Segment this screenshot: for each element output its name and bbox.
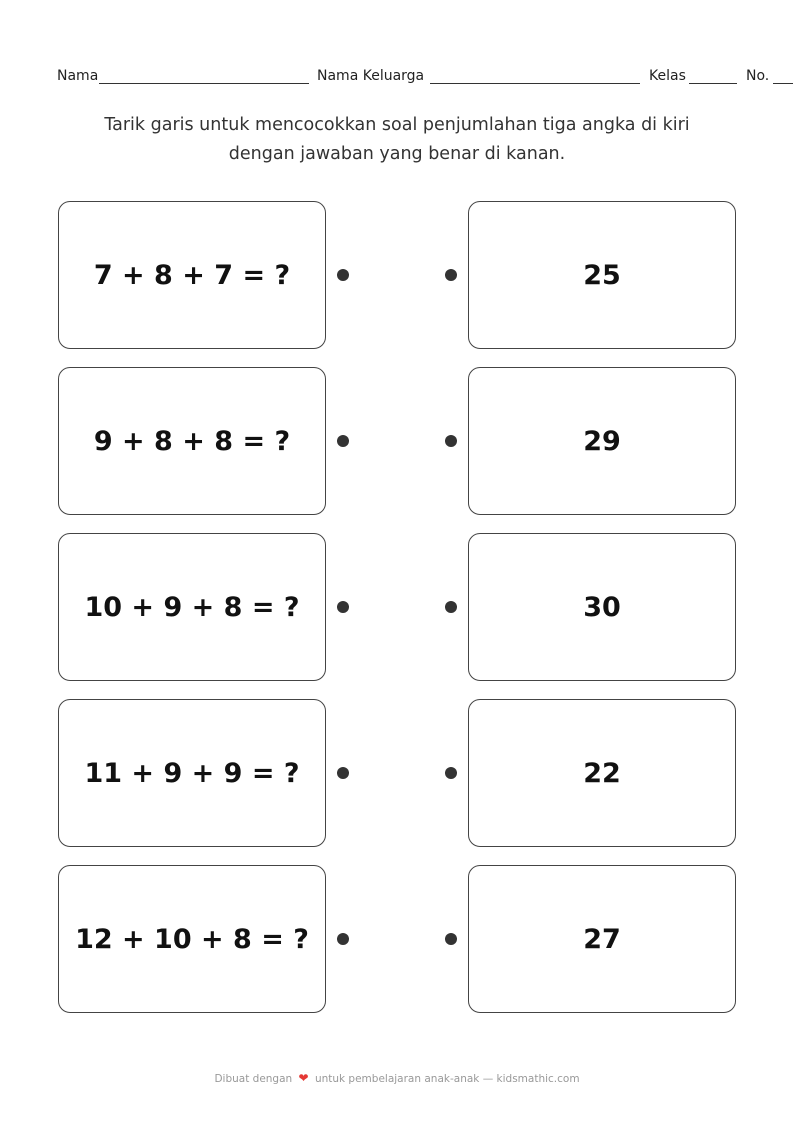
- answer-connector-dot[interactable]: [445, 435, 457, 447]
- problem-text: 7 + 8 + 7 = ?: [93, 259, 291, 291]
- problem-connector-dot[interactable]: [337, 601, 349, 613]
- heart-icon: ❤: [298, 1071, 309, 1085]
- name-field[interactable]: [99, 83, 309, 84]
- problem-connector-dot[interactable]: [337, 933, 349, 945]
- class-field[interactable]: [689, 83, 737, 84]
- answer-card: [468, 367, 736, 515]
- problem-card: [58, 699, 326, 847]
- class-label: Kelas: [649, 68, 686, 84]
- instructions-line-1: Tarik garis untuk mencocokkan soal penjumlahan tiga angka di kiri: [104, 115, 690, 135]
- answer-text: 29: [583, 425, 621, 457]
- answer-card: [468, 699, 736, 847]
- instructions-line-2: dengan jawaban yang benar di kanan.: [228, 144, 566, 164]
- name-label: Nama: [57, 68, 99, 84]
- problem-text: 11 + 9 + 9 = ?: [84, 757, 300, 789]
- family-name-label: Nama Keluarga: [317, 68, 425, 84]
- footer-text-before: Dibuat dengan: [214, 1073, 293, 1085]
- number-field[interactable]: [773, 83, 793, 84]
- problem-text: 12 + 10 + 8 = ?: [75, 923, 309, 955]
- problem-text: 10 + 9 + 8 = ?: [84, 591, 300, 623]
- answer-text: 30: [583, 591, 621, 623]
- problem-card: [58, 865, 326, 1013]
- instructions: [0, 111, 794, 169]
- problem-card: [58, 201, 326, 349]
- answer-card: [468, 865, 736, 1013]
- answer-text: 27: [583, 923, 621, 955]
- footer-text-after: untuk pembelajaran anak-anak — kidsmathic.com: [314, 1073, 580, 1085]
- problem-connector-dot[interactable]: [337, 767, 349, 779]
- answer-card: [468, 533, 736, 681]
- answer-text: 22: [583, 757, 621, 789]
- answer-connector-dot[interactable]: [445, 933, 457, 945]
- answer-connector-dot[interactable]: [445, 601, 457, 613]
- answer-connector-dot[interactable]: [445, 269, 457, 281]
- family-name-field[interactable]: [430, 83, 640, 84]
- answer-text: 25: [583, 259, 621, 291]
- answer-card: [468, 201, 736, 349]
- footer: [0, 1071, 794, 1085]
- problem-card: [58, 533, 326, 681]
- problem-connector-dot[interactable]: [337, 435, 349, 447]
- problem-connector-dot[interactable]: [337, 269, 349, 281]
- number-label: No.: [746, 68, 770, 84]
- worksheet-header: [57, 68, 794, 88]
- answer-connector-dot[interactable]: [445, 767, 457, 779]
- problem-text: 9 + 8 + 8 = ?: [93, 425, 291, 457]
- problem-card: [58, 367, 326, 515]
